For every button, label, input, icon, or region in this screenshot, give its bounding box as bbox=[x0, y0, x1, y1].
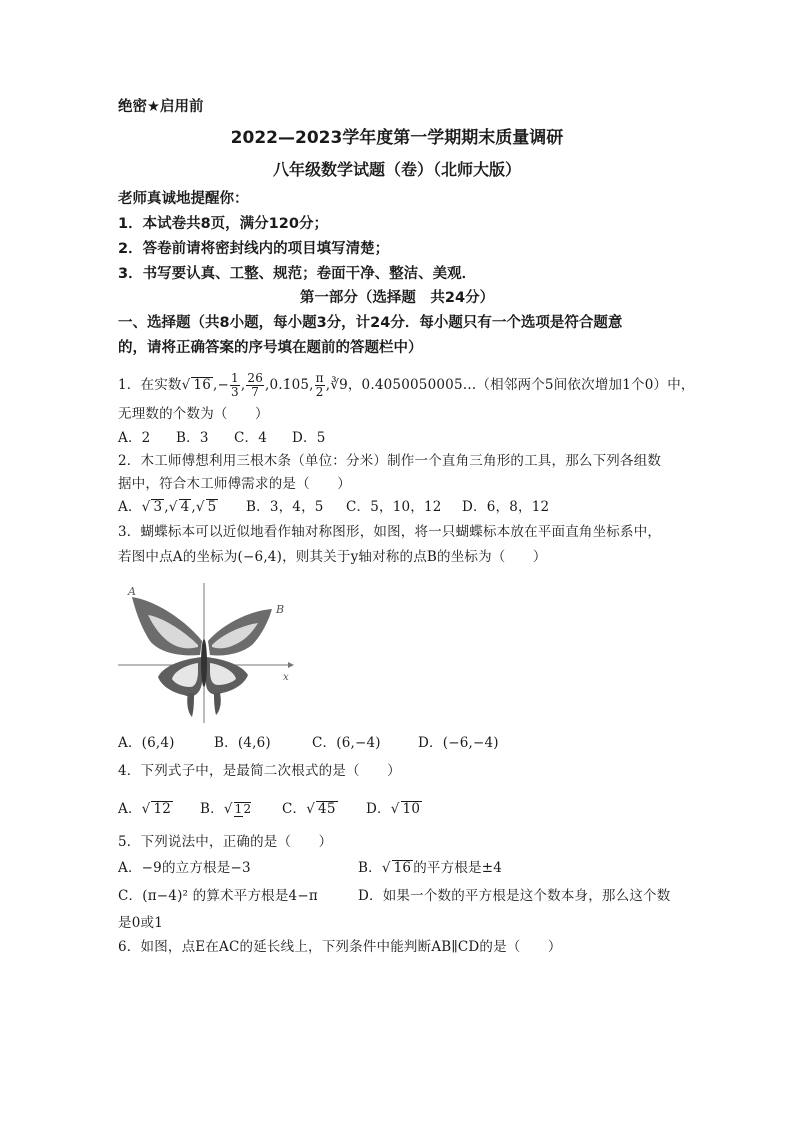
q5-option-b[interactable]: B．√ 16 的平方根是±4 bbox=[358, 860, 503, 876]
q4-b-frac bbox=[234, 802, 252, 817]
q2-option-c[interactable]: C．5，10，12 bbox=[346, 499, 442, 515]
q1-frac3-den: 2 bbox=[315, 385, 324, 399]
q5-option-d[interactable]: D．如果一个数的平方根是这个数本身，那么这个数 bbox=[358, 888, 671, 904]
secret-label: 绝密★启用前 bbox=[118, 99, 204, 115]
q4-c-prefix: C． bbox=[282, 801, 307, 817]
question-5-options-cd bbox=[118, 886, 670, 906]
note-item: 2．答卷前请将密封线内的项目填写清楚； bbox=[118, 241, 390, 257]
q4-a-prefix: A． bbox=[118, 801, 142, 817]
butterfly-body bbox=[201, 639, 207, 687]
q4-c-root: 45 bbox=[318, 801, 336, 817]
q1-neg: ,− bbox=[213, 377, 230, 393]
q1-frac2-num: 26 bbox=[247, 371, 264, 385]
q1-prefix: 1．在实数 bbox=[118, 377, 182, 393]
question-6-stem: 6．如图，点E在AC的延长线上，下列条件中能判断AB∥CD的是（ ） bbox=[118, 939, 562, 955]
question-5-options-ab bbox=[118, 858, 502, 878]
q1-frac3-num: π bbox=[315, 371, 324, 385]
q5-option-c[interactable]: C．(π−4)² 的算术平方根是4−π bbox=[118, 888, 318, 904]
q2-a-prefix: A． bbox=[118, 499, 142, 515]
question-4-stem: 4．下列式子中，是最简二次根式的是（ ） bbox=[118, 763, 401, 779]
part-title: 第一部分（选择题 共24分） bbox=[299, 290, 495, 306]
q1-frac2-den: 7 bbox=[251, 385, 260, 399]
q5-option-a[interactable]: A．−9的立方根是−3 bbox=[118, 860, 251, 876]
q2-option-b[interactable]: B．3，4，5 bbox=[246, 499, 324, 515]
q1-frac-pi-2 bbox=[315, 372, 325, 399]
question-2-stem: 2．木工师傅想利用三根木条（单位：分米）制作一个直角三角形的工具，那么下列各组数 bbox=[118, 453, 662, 469]
section-instructions-cont: 的，请将正确答案的序号填在题前的答题栏中） bbox=[118, 340, 423, 356]
q5-b-root: 16 bbox=[393, 860, 412, 876]
q4-d-prefix: D． bbox=[366, 801, 391, 817]
q1-frac1-num: 1 bbox=[231, 371, 239, 385]
q4-option-c[interactable]: C．√ 45 bbox=[282, 796, 366, 822]
q5-option-d-cont: 是0或1 bbox=[118, 915, 163, 931]
q2-option-a[interactable]: A．√ 3 ,√ 4 ,√ 5 bbox=[118, 499, 217, 515]
q1-comma: , bbox=[240, 377, 246, 393]
q1-option-c[interactable]: C．4 bbox=[234, 430, 268, 446]
q5-b-prefix: B． bbox=[358, 860, 382, 876]
right-tail bbox=[214, 693, 221, 715]
q1-frac-26-7 bbox=[246, 372, 264, 399]
q1-cube-root: ∛9 bbox=[330, 377, 348, 393]
q4-a-root: 12 bbox=[153, 801, 172, 817]
question-4-options bbox=[118, 796, 422, 822]
question-3-options bbox=[118, 733, 499, 753]
exam-title: 2022—2023学年度第一学期期末质量调研 bbox=[230, 128, 564, 148]
q3-option-c[interactable]: C．(6,−4) bbox=[312, 735, 381, 751]
question-3-stem: 3．蝴蝶标本可以近似地看作轴对称图形，如图，将一只蝴蝶标本放在平面直角坐标系中， bbox=[118, 524, 662, 540]
q1-sqrt16: 16 bbox=[193, 377, 211, 393]
q1-option-d[interactable]: D．5 bbox=[292, 430, 326, 446]
question-2-options bbox=[118, 497, 549, 517]
question-2-stem-cont: 据中，符合木工师傅需求的是（ ） bbox=[118, 476, 351, 492]
question-1-stem: 1．在实数√ 16 ,− $\frac{1}{3}$ , $\frac{26}{7}$ ,0.1̇05̇, $\frac{\pi}{2}$ ,∛9，0.4050050005…（相邻两个5间依次增加1个0）中， bbox=[118, 371, 695, 399]
note-item: 3．书写要认真、工整、规范；卷面干净、整洁、美观． bbox=[118, 266, 477, 282]
q4-d-root: 10 bbox=[402, 801, 421, 817]
q4-option-b[interactable]: B．√ 12 bbox=[200, 796, 282, 822]
q2-a-root2: 4 bbox=[180, 499, 190, 515]
q4-b-prefix: B． bbox=[200, 801, 224, 817]
q4-b-den: 2 bbox=[243, 802, 252, 816]
note-item: 1．本试卷共8页，满分120分； bbox=[118, 216, 328, 232]
section-instructions: 一、选择题（共8小题，每小题3分，计24分．每小题只有一个选项是符合题意 bbox=[118, 315, 623, 331]
q1-frac1-den: 3 bbox=[231, 385, 239, 399]
q4-option-a[interactable]: A．√ 12 bbox=[118, 796, 200, 822]
q4-b-num: 1 bbox=[234, 802, 243, 816]
question-5-stem: 5．下列说法中，正确的是（ ） bbox=[118, 834, 333, 850]
q3-option-d[interactable]: D．(−6,−4) bbox=[418, 735, 499, 751]
question-1-stem-cont: 无理数的个数为（ ） bbox=[118, 406, 269, 422]
q2-option-d[interactable]: D．6，8，12 bbox=[462, 499, 550, 515]
point-b-label: B bbox=[276, 603, 285, 616]
left-tail bbox=[187, 693, 194, 717]
q3-option-a[interactable]: A．(6,4) bbox=[118, 735, 175, 751]
butterfly-figure bbox=[118, 583, 298, 723]
q2-a-root3: 5 bbox=[207, 499, 217, 515]
q4-option-d[interactable]: D．√ 10 bbox=[366, 796, 422, 822]
q1-option-b[interactable]: B．3 bbox=[176, 430, 209, 446]
q2-a-root1: 3 bbox=[153, 499, 163, 515]
q1-option-a[interactable]: A．2 bbox=[118, 430, 151, 446]
question-1-options bbox=[118, 428, 350, 448]
q1-rest: ，0.4050050005…（相邻两个5间依次增加1个0）中， bbox=[347, 377, 695, 393]
question-3-stem-cont: 若图中点A的坐标为(−6,4)，则其关于y轴对称的点B的坐标为（ ） bbox=[118, 549, 547, 565]
x-axis-label: x bbox=[283, 672, 289, 683]
point-a-label: A bbox=[128, 585, 136, 598]
notes-heading: 老师真诚地提醒你： bbox=[118, 191, 249, 207]
x-axis-arrow bbox=[288, 662, 294, 668]
q1-comma: , bbox=[325, 377, 331, 393]
exam-subtitle: 八年级数学试题（卷）（北师大版） bbox=[272, 160, 521, 179]
q3-option-b[interactable]: B．(4,6) bbox=[214, 735, 271, 751]
q1-frac-1-3 bbox=[230, 372, 240, 399]
q1-repeating-decimal: ,0.1̇05̇, bbox=[265, 377, 314, 393]
q5-b-rest: 的平方根是±4 bbox=[413, 860, 503, 876]
